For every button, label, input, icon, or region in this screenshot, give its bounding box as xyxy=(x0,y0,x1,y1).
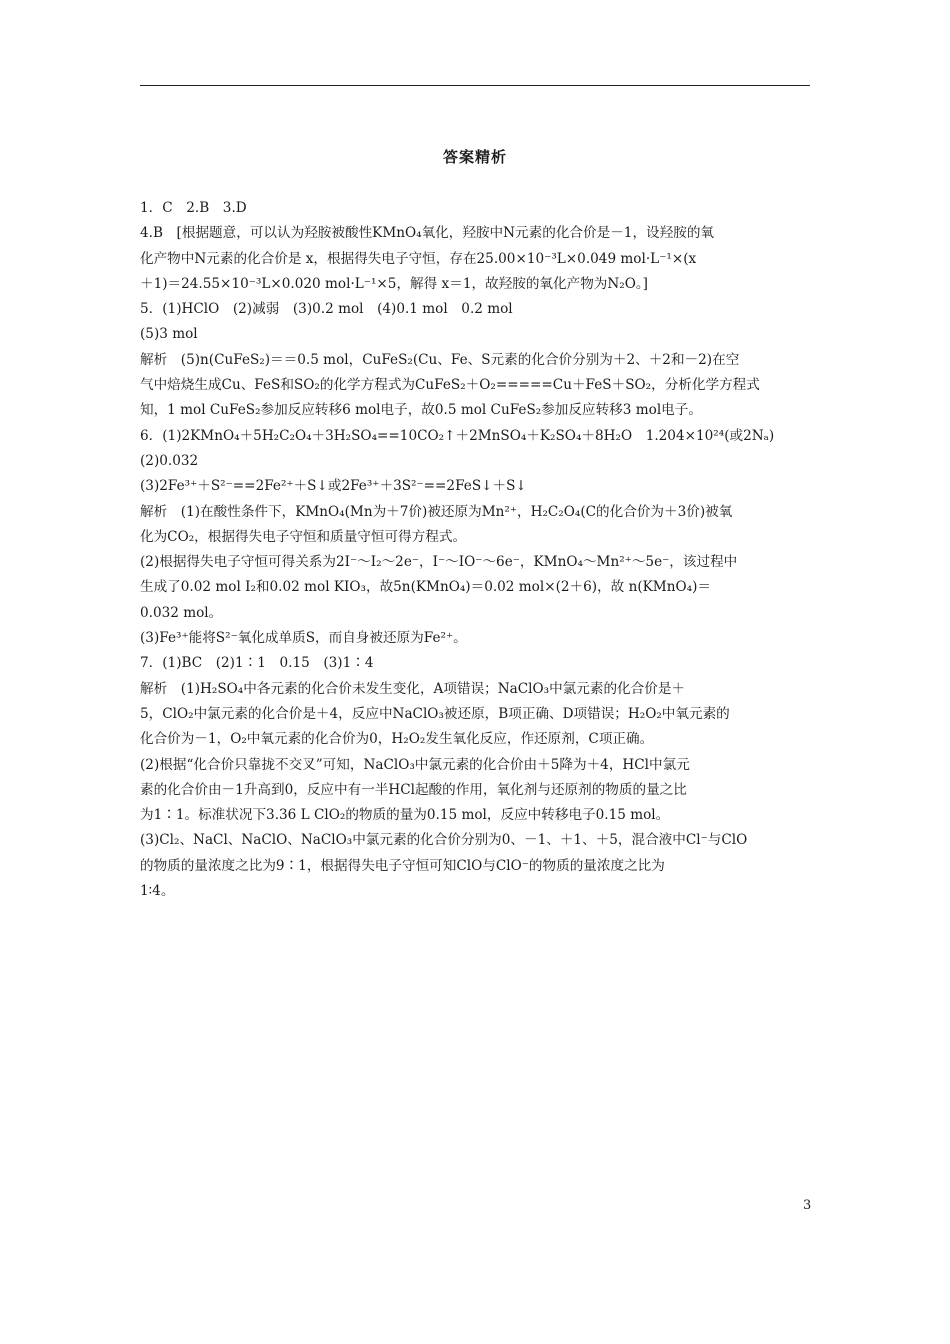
text-line: (2)0.032 xyxy=(140,452,199,469)
answer-body xyxy=(140,196,810,904)
text-line: 1．C 2.B 3.D xyxy=(140,200,247,216)
text-line: 5，ClO₂中氯元素的化合价是＋4，反应中NaClO₃被还原，B项正确、D项错误；H₂O₂中氧元素的 xyxy=(140,705,730,722)
text-line: 解析 (1)在酸性条件下，KMnO₄(Mn为＋7价)被还原为Mn²⁺，H₂C₂O₄(C的化合价为＋3价)被氧 xyxy=(140,503,733,520)
text-line: 的物质的量浓度之比为9∶1，根据得失电子守恒可知ClO与ClO⁻的物质的量浓度之比为 xyxy=(140,857,665,874)
text-line: 化合价为－1，O₂中氧元素的化合价为0，H₂O₂发生氧化反应，作还原剂，C项正确。 xyxy=(140,731,654,748)
text-line: (3)2Fe³⁺＋S²⁻==2Fe²⁺＋S↓或2Fe³⁺＋3S²⁻==2FeS↓＋S↓ xyxy=(140,478,527,495)
text-line: 解析 (1)H₂SO₄中各元素的化合价未发生变化，A项错误；NaClO₃中氯元素的化合价是＋ xyxy=(140,680,686,697)
text-line: (2)根据得失电子守恒可得关系为2I⁻～I₂～2e⁻，I⁻～IO⁻～6e⁻，KMnO₄～Mn²⁺～5e⁻，该过程中 xyxy=(140,554,738,571)
text-line: 化产物中N元素的化合价是 x，根据得失电子守恒，存在25.00×10⁻³L×0.049 mol·L⁻¹×(x xyxy=(140,250,697,267)
text-line: 1∶4。 xyxy=(140,883,175,900)
text-line: 4.B [根据题意，可以认为羟胺被酸性KMnO₄氧化，羟胺中N元素的化合价是－1，设羟胺的氧 xyxy=(140,225,715,242)
text-line: 0.032 mol。 xyxy=(140,604,223,621)
text-line: 5．(1)HClO (2)减弱 (3)0.2 mol (4)0.1 mol 0.2 mol xyxy=(140,301,513,318)
header-rule xyxy=(140,85,810,86)
text-line: 气中焙烧生成Cu、FeS和SO₂的化学方程式为CuFeS₂＋O₂=====Cu＋FeS＋SO₂，分析化学方程式 xyxy=(140,377,760,394)
text-line: 生成了0.02 mol I₂和0.02 mol KIO₃，故5n(KMnO₄)＝0.02 mol×(2＋6)，故 n(KMnO₄)＝ xyxy=(140,579,711,596)
page-number: 3 xyxy=(803,1198,812,1213)
text-line: (3)Cl₂、NaCl、NaClO、NaClO₃中氯元素的化合价分别为0、－1、＋1、＋5，混合液中Cl⁻与ClO xyxy=(140,832,748,849)
text-line: 化为CO₂，根据得失电子守恒和质量守恒可得方程式。 xyxy=(140,528,467,545)
text-line: (2)根据“化合价只靠拢不交叉”可知，NaClO₃中氯元素的化合价由＋5降为＋4，HCl中氯元 xyxy=(140,756,690,773)
text-line: (3)Fe³⁺能将S²⁻氧化成单质S，而自身被还原为Fe²⁺。 xyxy=(140,630,467,647)
text-line: (5)3 mol xyxy=(140,326,198,343)
text-line: 知，1 mol CuFeS₂参加反应转移6 mol电子，故0.5 mol CuFeS₂参加反应转移3 mol电子。 xyxy=(140,402,702,419)
text-line: 6．(1)2KMnO₄＋5H₂C₂O₄＋3H₂SO₄==10CO₂↑＋2MnSO₄＋K₂SO₄＋8H₂O 1.204×10²⁴(或2Nₐ) xyxy=(140,427,775,444)
text-line: 为1∶1。标准状况下3.36 L ClO₂的物质的量为0.15 mol，反应中转移电子0.15 mol。 xyxy=(140,807,670,824)
page-title: 答案精析 xyxy=(442,148,507,166)
text-line: 解析 (5)n(CuFeS₂)＝＝0.5 mol，CuFeS₂(Cu、Fe、S元素的化合价分别为＋2、＋2和－2)在空 xyxy=(140,351,740,368)
text-line: 素的化合价由－1升高到0，反应中有一半HCl起酸的作用，氧化剂与还原剂的物质的量之比 xyxy=(140,781,687,798)
text-line: 7．(1)BC (2)1∶1 0.15 (3)1∶4 xyxy=(140,655,374,672)
text-line: ＋1)＝24.55×10⁻³L×0.020 mol·L⁻¹×5，解得 x＝1，故羟胺的氧化产物为N₂O。] xyxy=(140,275,648,292)
